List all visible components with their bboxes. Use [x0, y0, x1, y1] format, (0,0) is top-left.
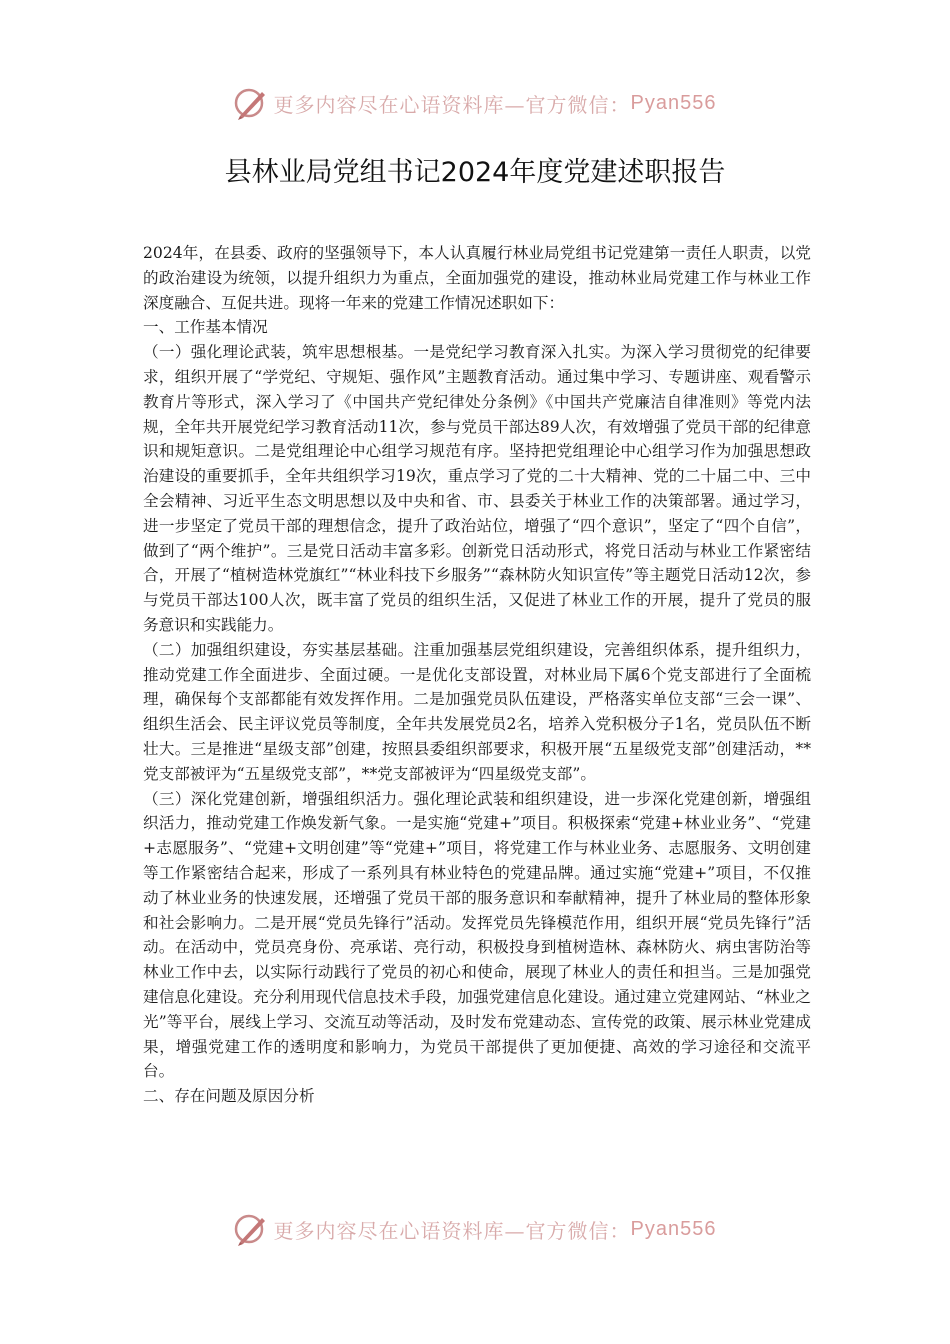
section-heading: 一、工作基本情况: [143, 318, 268, 337]
document-title: 县林业局党组书记2024年度党建述职报告: [224, 157, 726, 188]
section-heading: 二、存在问题及原因分析: [143, 1087, 315, 1106]
body-paragraph: （三）深化党建创新，增强组织活力。强化理论武装和组织建设，进一步深化党建创新，增强组织活力，推动党建工作焕发新气象。一是实施“党建+”项目。积极探索“党建+林业业务”、“党建+志愿服务”、“党建+文明创建”等“党建+”项目，将党建工作与林业业务、志愿服务、文明创建等工作紧密结合起来，形成了一系列具有林业特色的党建品牌。通过实施“党建+”项目，不仅推动了林业业务的快速发展，还增强了党员干部的服务意识和奉献精神，提升了林业局的整体形象和社会影响力。二是开展“党员先锋行”活动。发挥党员先锋模范作用，组织开展“党员先锋行”活动。在活动中，党员亮身份、亮承诺、亮行动，积极投身到植树造林、森林防火、病虫害防治等林业工作中去，以实际行动践行了党员的初心和使命，展现了林业人的责任和担当。三是加强党建信息化建设。充分利用现代信息技术手段，加强党建信息化建设。通过建立党建网站、“林业之光”等平台，展线上学习、交流互动等活动，及时发布党建动态、宣传党的政策、展示林业党建成果，增强党建工作的透明度和影响力，为党员干部提供了更加便捷、高效的学习途径和交流平台。: [143, 789, 811, 1081]
document-body: [143, 241, 811, 1109]
watermark-header: [0, 86, 950, 120]
pen-logo-icon: [234, 1212, 268, 1246]
pen-logo-icon: [234, 86, 268, 120]
watermark-text: 更多内容尽在心语资料库—官方微信：: [273, 1218, 631, 1243]
intro-paragraph: 2024年，在县委、政府的坚强领导下，本人认真履行林业局党组书记党建第一责任人职责，以党的政治建设为统领，以提升组织力为重点，全面加强党的建设，推动林业局党建工作与林业工作深度融合、互促共进。现将一年来的党建工作情况述职如下：: [143, 244, 811, 312]
watermark-text: 更多内容尽在心语资料库—官方微信：: [273, 92, 631, 117]
watermark-footer: [0, 1212, 950, 1246]
body-paragraph: （二）加强组织建设，夯实基层基础。注重加强基层党组织建设，完善组织体系，提升组织力，推动党建工作全面进步、全面过硬。一是优化支部设置，对林业局下属6个党支部进行了全面梳理，确保每个支部都能有效发挥作用。二是加强党员队伍建设，严格落实单位支部“三会一课”、组织生活会、民主评议党员等制度，全年共发展党员2名，培养入党积极分子1名，党员队伍不断壮大。三是推进“星级支部”创建，按照县委组织部要求，积极开展“五星级党支部”创建活动，**党支部被评为“五星级党支部”，**党支部被评为“四星级党支部”。: [143, 640, 811, 783]
watermark-handle: Pyan556: [630, 1217, 717, 1240]
body-paragraph: （一）强化理论武装，筑牢思想根基。一是党纪学习教育深入扎实。为深入学习贯彻党的纪律要求，组织开展了“学党纪、守规矩、强作风”主题教育活动。通过集中学习、专题讲座、观看警示教育片等形式，深入学习了《中国共产党纪律处分条例》《中国共产党廉洁自律准则》等党内法规，全年共开展党纪学习教育活动11次，参与党员干部达89人次，有效增强了党员干部的纪律意识和规矩意识。二是党组理论中心组学习规范有序。坚持把党组理论中心组学习作为加强思想政治建设的重要抓手，全年共组织学习19次，重点学习了党的二十大精神、党的二十届二中、三中全会精神、习近平生态文明思想以及中央和省、市、县委关于林业工作的决策部署。通过学习，进一步坚定了党员干部的理想信念，提升了政治站位，增强了“四个意识”，坚定了“四个自信”，做到了“两个维护”。三是党日活动丰富多彩。创新党日活动形式，将党日活动与林业工作紧密结合，开展了“植树造林党旗红”“林业科技下乡服务”“森林防火知识宣传”等主题党日活动12次，参与党员干部达100人次，既丰富了党员的组织生活，又促进了林业工作的开展，提升了党员的服务意识和实践能力。: [143, 343, 811, 634]
watermark-handle: Pyan556: [630, 91, 717, 114]
